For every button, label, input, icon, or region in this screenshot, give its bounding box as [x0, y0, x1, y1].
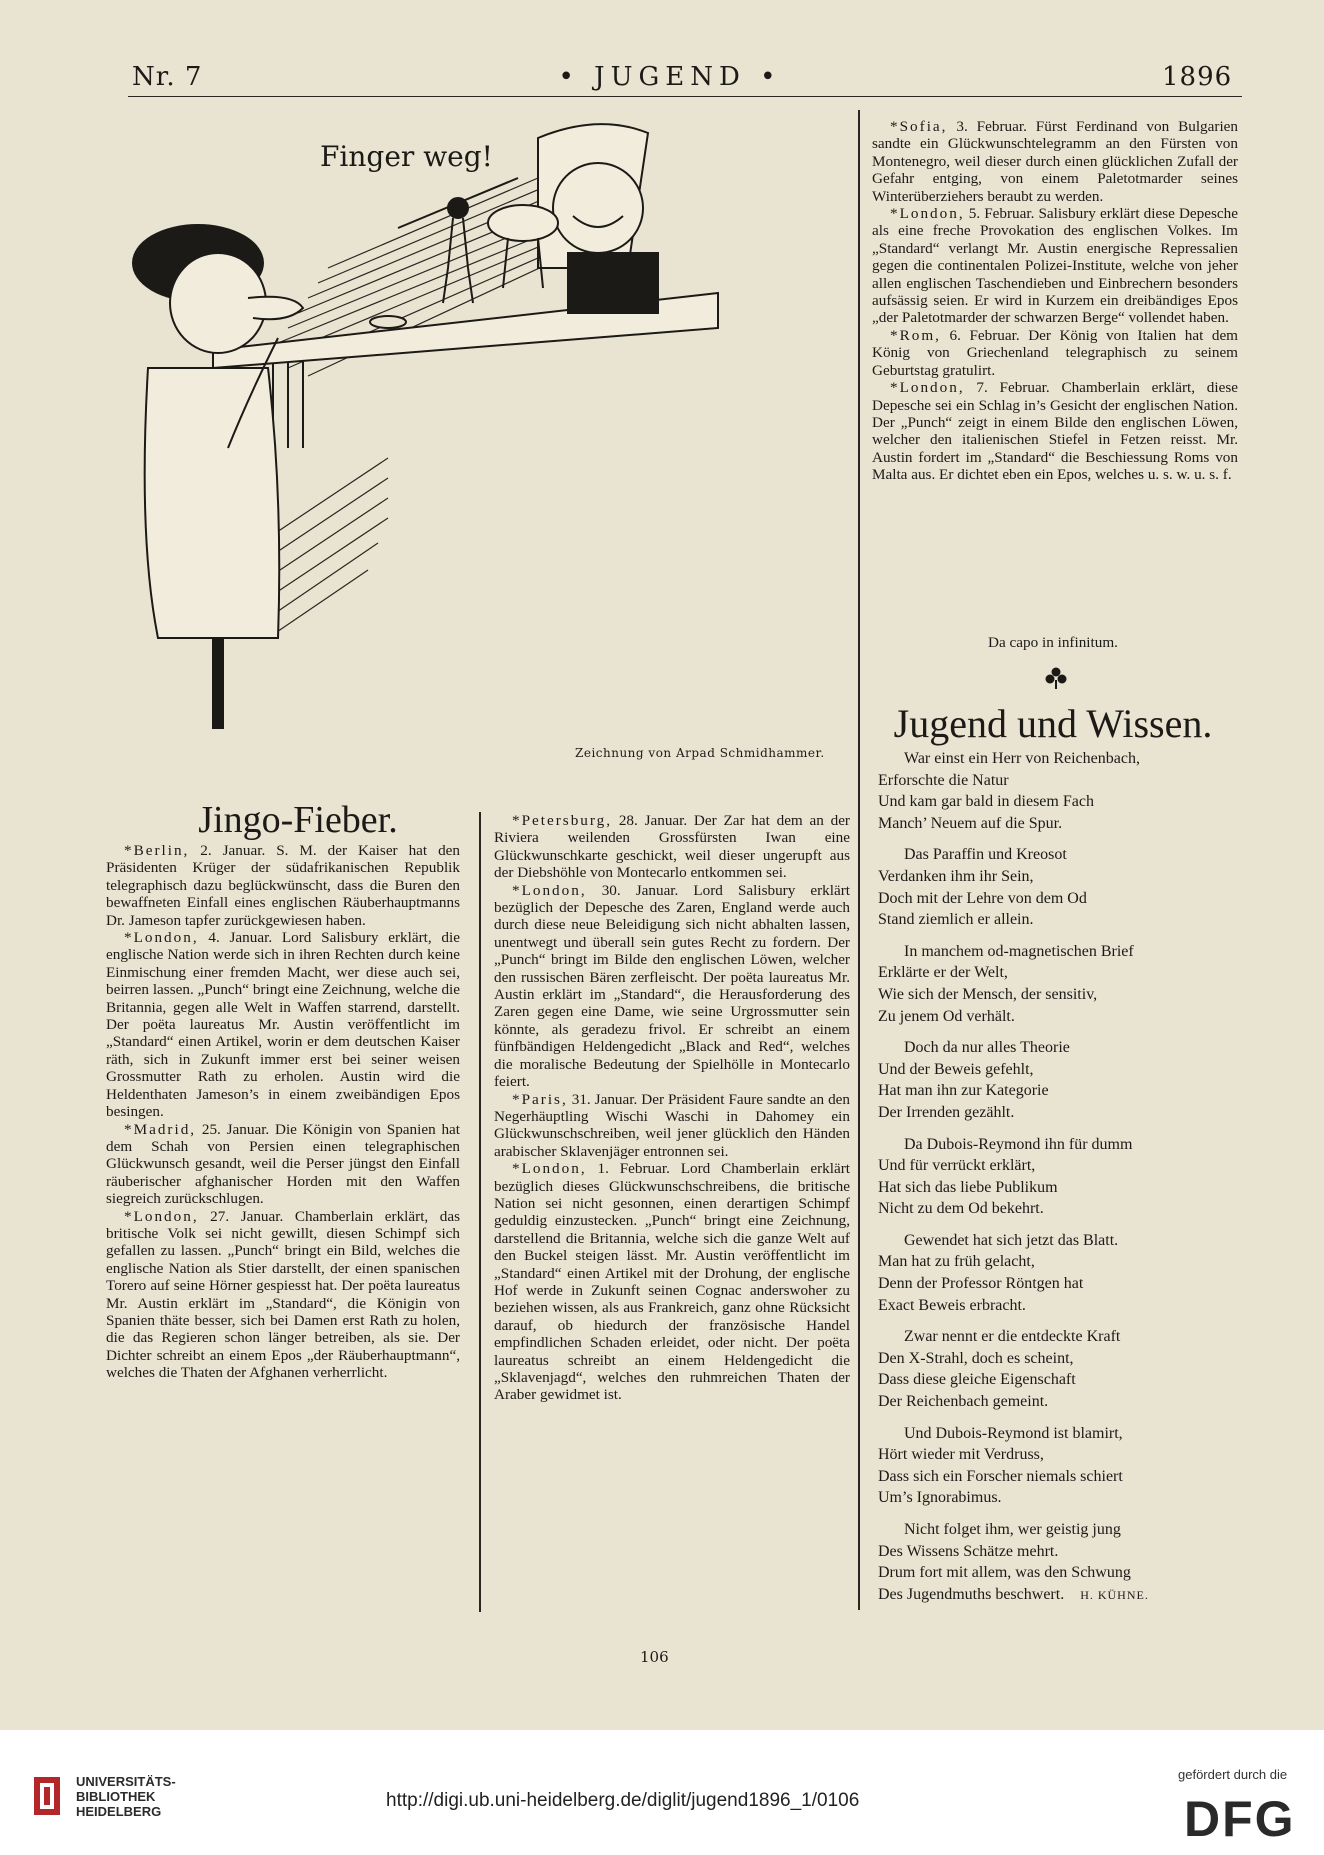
- funded-by-label: gefördert durch die: [1178, 1767, 1288, 1782]
- closing-line: Da capo in infinitum.: [988, 634, 1118, 651]
- dispatch: *Rom, 6. Februar. Der König von Italien hat dem König von Griechenland telegraphisch zu seinem Geburtstag gratulirt.: [872, 326, 1238, 379]
- dispatch: *Petersburg, 28. Januar. Der Zar hat dem an der Riviera weilenden Grossfürsten Iwan eine Glückwunschkarte geschickt, weil dieser ungerupft aus der Diebshöhle von Montecarlo entkommen sei.: [494, 812, 850, 882]
- university-library-name: UNIVERSITÄTS- BIBLIOTHEK HEIDELBERG: [76, 1774, 176, 1819]
- page-number: 106: [640, 1648, 669, 1666]
- poem-stanza: Und Dubois-Reymond ist blamirt, Hört wieder mit Verdruss, Dass sich ein Forscher niemals schiert Um’s Ignorabimus.: [878, 1424, 1123, 1507]
- digital-library-footer: [0, 1730, 1324, 1855]
- poem: [878, 748, 1238, 1616]
- dispatch: *London, 30. Januar. Lord Salisbury erklärt bezüglich der Depesche des Zaren, England werde auch durch diese neue Beleidigung sich nicht abhalten lassen, unentwegt und überall sein gutes Recht zu fordern. Der „Punch“ bringt im Bilde den englischen Löwen, welcher den russischen Bären zerfleischt. Der poëta laureatus Mr. Austin erklärt im „Standard“, die Herausforderung des Zaren gegen eine Dame, wie seine Urgrossmutter sein könnte, als geradezu frivol. Er schreibt an einem fünfbändigen Heldengedicht „Black and Red“, welches die moralische Bedeutung der Spielhölle in Montecarlo feiert.: [494, 881, 850, 1091]
- dfg-logo[interactable]: DFG: [1184, 1791, 1296, 1847]
- article-heading-jingo: Jingo-Fieber.: [198, 799, 398, 841]
- dispatch: *Berlin, 2. Januar. S. M. der Kaiser hat den Präsidenten Krüger der südafrikanischen Republik telegraphisch dazu beglückwünscht, dass die Buren den bewaffneten Einfall eines englischen Räuberhauptmanns Dr. Jameson tapfer zurückgewiesen haben.: [106, 842, 460, 929]
- dispatch: *London, 1. Februar. Lord Chamberlain erklärt bezüglich dieses Glückwunschschreibens, die britische Nation sei nicht gesonnen, einen derartigen Schimpf geduldig einzustecken. „Punch“ bringt eine Zeichnung, darstellend die Britannia, welche sich die ganze Welt auf den Buckel steigen lässt. Mr. Austin veröffentlicht im „Standard“ einen Artikel mit der Drohung, der englische Hof werde in Zukunft seinen Cognac anderswoher zu beziehen wissen, als aus Frankreich, ganz ohne Rücksicht darauf, ob hiedurch der französische Handel empfindlichen Schaden erleidet, oder nicht. Der poëta laureatus schreibt an einem Heldengedicht die „Sklavenjagd“, welches den ruhmreichen Thaten der Araber gewidmet ist.: [494, 1160, 850, 1404]
- page-url-link[interactable]: http://digi.ub.uni-heidelberg.de/diglit/jugend1896_1/0106: [386, 1790, 860, 1811]
- dispatch: *Paris, 31. Januar. Der Präsident Faure sandte an den Negerhäuptling Wischi Waschi in Dahomey ein Glückwunschschreiben, weil jener glücklich den Händen arabischer Sklavenjäger entronnen sei.: [494, 1090, 850, 1160]
- poem-stanza: Gewendet hat sich jetzt das Blatt. Man hat zu früh gelacht, Denn der Professor Röntgen hat Exact Beweis erbracht.: [878, 1231, 1119, 1314]
- issue-number: Nr. 7: [132, 62, 203, 92]
- poem-stanza: Das Paraffin und Kreosot Verdanken ihm ihr Sein, Doch mit der Lehre von dem Od Stand ziemlich er allein.: [878, 846, 1087, 929]
- clover-ornament-icon: [1044, 666, 1068, 690]
- header-rule: [128, 96, 1242, 97]
- dispatch: *Madrid, 25. Januar. Die Königin von Spanien hat dem Schah von Persien einen telegraphischen Glückwunsch gesandt, weil die Perser jüngst den Einfall räuberischer afghanischer Horden mit den Waffen siegreich zurückschlugen.: [106, 1120, 460, 1208]
- poem-stanza: Zwar nennt er die entdeckte Kraft Den X-Strahl, doch es scheint, Dass diese gleiche Eigenschaft Der Reichenbach gemeint.: [878, 1328, 1121, 1411]
- magazine-title: • JUGEND •: [558, 62, 782, 92]
- table: [213, 293, 718, 728]
- year: 1896: [1162, 62, 1233, 92]
- jingo-column-3: [872, 118, 1238, 484]
- poem-heading: Jugend und Wissen.: [893, 701, 1213, 746]
- cartoon-title: Finger weg!: [320, 140, 493, 173]
- column-rule-left: [479, 812, 481, 1612]
- poem-stanza: Nicht folget ihm, wer geistig jung Des Wissens Schätze mehrt. Drum fort mit allem, was den Schwung Des Jugendmuths beschwert. H. KÜHNE.: [878, 1521, 1149, 1603]
- jingo-column-2: [494, 812, 850, 1404]
- poem-stanza: In manchem od-magnetischen Brief Erklärte er der Welt, Wie sich der Mensch, der sensitiv, Zu jenem Od verhält.: [878, 942, 1134, 1025]
- dispatch: *London, 7. Februar. Chamberlain erklärt, diese Depesche sei ein Schlag in’s Gesicht der englischen Nation. Der „Punch“ zeigt in einem Bilde den englischen Löwen, welcher den italienischen Stiefel in Fetzen reisst. Mr. Austin fordert im „Standard“ die Beschiessung Roms von Malta aus. Er dichtet eben ein Epos, welches u. s. w. u. s. f.: [872, 379, 1238, 484]
- poem-author: H. KÜHNE.: [1080, 1587, 1149, 1602]
- jingo-column-1: [106, 842, 460, 1382]
- man-at-table: [133, 225, 303, 638]
- dispatch: *London, 5. Februar. Salisbury erklärt diese Depesche als eine freche Provokation des englischen Volkes. Im „Standard“ verlangt Mr. Austin energische Repressalien gegen die continentalen Polizei-Institute, welche von jeher allen englischen Taschendieben und Einbrechern besonders aufsässig seien. Er wird in Kurzem ein dreibändiges Epos „der Paletotmarder der schwarzen Berge“ vollendet haben.: [872, 205, 1238, 327]
- university-library-logo-icon[interactable]: [30, 1773, 64, 1819]
- poem-stanza: Da Dubois-Reymond ihn für dumm Und für verrückt erklärt, Hat sich das liebe Publikum Nicht zu dem Od bekehrt.: [878, 1135, 1133, 1218]
- poem-stanza: Doch da nur alles Theorie Und der Beweis gefehlt, Hat man ihn zur Kategorie Der Irrenden gezählt.: [878, 1039, 1070, 1121]
- dispatch: *Sofia, 3. Februar. Fürst Ferdinand von Bulgarien sandte ein Glückwunschtelegramm an den Fürsten von Montenegro, weil dieser durch einen glücklichen Zufall der Gefahr entging, von einem Paletotmarder seines Winterüberziehers beraubt zu werden.: [872, 118, 1238, 205]
- dispatch: *London, 4. Januar. Lord Salisbury erklärt, die englische Nation werde sich in ihren Rechten durch keine Einmischung einer fremden Macht, wer diese auch sei, beirren lassen. „Punch“ bringt eine Zeichnung, welche die Britannia, gegen alle Welt in Waffen starrend, darstellt. Der poëta laureatus Mr. Austin veröffentlicht im „Standard“ einen Artikel, worin er dem deutschen Kaiser räth, sich in Zukunft immer erst bei seiner weisen Grossmutter Rath zu erholen. Austin wird die Heldenthaten Jameson’s in einem zweibändigen Epos besingen.: [106, 929, 460, 1121]
- cartoon-credit: Zeichnung von Arpad Schmidhammer.: [575, 746, 825, 760]
- column-rule-right: [858, 110, 860, 1610]
- dispatch: *London, 27. Januar. Chamberlain erklärt, das britische Volk sei nicht gewillt, diesen Schimpf sich gefallen zu lassen. „Punch“ bringt ein Bild, welches die englische Nation als Stier darstellt, der einen spanischen Torero auf seine Hörner gespiesst hat. Der poëta laureatus Mr. Austin erklärt im „Standard“, die Königin von Spanien thäte besser, sich bei Damen erst Rath zu holen, die das Regieren schon länger betreiben, als sie. Der Dichter schreibt an einem Epos „der Räuberhauptmann“, welches die Thaten der Afghanen verherrlicht.: [106, 1207, 460, 1382]
- poem-stanza: War einst ein Herr von Reichenbach, Erforschte die Natur Und kam gar bald in diesem Fach Manch’ Neuem auf die Spur.: [878, 750, 1140, 832]
- cartoon-illustration: [128, 118, 858, 758]
